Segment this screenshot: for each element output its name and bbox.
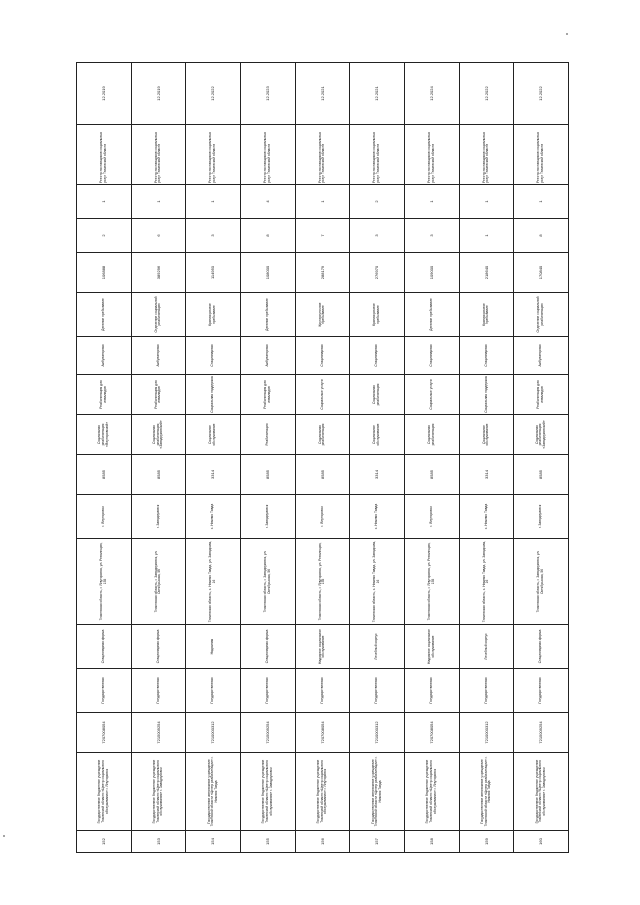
cell-a: 8	[240, 219, 295, 253]
cell-address: Тюменская область, г. Ялуторовск, ул. Революции, 155	[77, 539, 132, 625]
cell-dept: Дневное пребывание	[77, 293, 132, 337]
cell-kind: Амбулаторная	[131, 337, 186, 375]
cell-inn: 7207008054	[404, 713, 459, 753]
cell-address: Тюменская область, г. Заводоуковск, ул. Октябрьская, 56	[514, 539, 569, 625]
cell-reg: Реестр поставщиков социальных услуг Тюменской области	[131, 125, 186, 185]
cell-b: 1	[77, 185, 132, 219]
cell-address: Тюменская область, г. Заводоуковск, ул. Октябрьская, 56	[131, 539, 186, 625]
cell-city: с. Нижняя Тавда	[350, 495, 405, 539]
cell-kind: Стационарная	[404, 337, 459, 375]
cell-n: 159	[459, 831, 514, 853]
cell-city: г. Ялуторовск	[404, 495, 459, 539]
cell-reg: Реестр поставщиков социальных услуг Тюменской области	[350, 125, 405, 185]
cell-kind: Стационарная	[295, 337, 350, 375]
cell-b: 1	[514, 185, 569, 219]
cell-name: Государственное бюджетное учреждение Тюменской области «Центр социального обслуживания» г. Заводоуковск	[240, 753, 295, 831]
cell-year: 12.2022	[514, 63, 569, 125]
cell-profile: Реабилитация для инвалидов	[514, 375, 569, 415]
table-row	[131, 63, 186, 853]
scan-speck	[566, 33, 568, 35]
cell-b: 1	[295, 185, 350, 219]
cell-service: Социальная реабилитация «Заводоуковский»	[131, 415, 186, 455]
table-row	[186, 63, 241, 853]
cell-name: Государственное бюджетное учреждение Тюменской области «Центр социального обслуживания» г. Заводоуковск	[131, 753, 186, 831]
cell-b: 1	[131, 185, 186, 219]
cell-a: 1	[459, 219, 514, 253]
cell-code: 3314	[350, 455, 405, 495]
cell-city: с. Нижняя Тавда	[459, 495, 514, 539]
cell-form: Государственная	[295, 669, 350, 713]
cell-inn: 7207008054	[295, 713, 350, 753]
cell-b: 2	[350, 185, 405, 219]
cell-city: г. Ялуторовск	[77, 495, 132, 539]
cell-type: Стационарная форма	[240, 625, 295, 669]
cell-year: 12.2021	[295, 63, 350, 125]
cell-year: 12.2023	[240, 63, 295, 125]
cell-city: с. Нижняя Тавда	[186, 495, 241, 539]
cell-a: 2	[77, 219, 132, 253]
cell-reg: Реестр поставщиков социальных услуг Тюменской области	[404, 125, 459, 185]
table-row	[514, 63, 569, 853]
cell-profile: Социальная поддержка	[459, 375, 514, 415]
table-body	[77, 63, 569, 853]
cell-inn: 7207008054	[77, 713, 132, 753]
cell-n: 160	[514, 831, 569, 853]
cell-year: 12.2021	[350, 63, 405, 125]
cell-year: 12.2022	[186, 63, 241, 125]
providers-table	[76, 62, 569, 853]
rotated-table-wrapper	[76, 63, 569, 853]
cell-name: Государственное бюджетное учреждение Тюменской области «Центр социального обслуживания» г. Ялуторовск	[295, 753, 350, 831]
cell-inn: 7210000312	[459, 713, 514, 753]
cell-inn: 7210000312	[186, 713, 241, 753]
cell-address: Тюменская область, г. Заводоуковск, ул. Октябрьская, 56	[240, 539, 295, 625]
cell-address: Тюменская область, с. Нижняя Тавда, ул. Заводская, 16	[459, 539, 514, 625]
cell-capacity: 389296	[131, 253, 186, 293]
cell-n: 156	[295, 831, 350, 853]
table-row	[77, 63, 132, 853]
cell-form: Государственная	[186, 669, 241, 713]
cell-code: 8585	[514, 455, 569, 495]
cell-code: 8585	[295, 455, 350, 495]
cell-inn: 7215009254	[240, 713, 295, 753]
cell-dept: Отделение социальной реабилитации	[131, 293, 186, 337]
cell-dept: Круглосуточное пребывание	[295, 293, 350, 337]
cell-city: г. Заводоуковск	[514, 495, 569, 539]
cell-code: 8585	[77, 455, 132, 495]
cell-capacity: 106888	[77, 253, 132, 293]
cell-capacity: 108000	[240, 253, 295, 293]
cell-name: Государственное автономное учреждение Тюменской области «Центр реабилитации» г. Нижняя Тавда	[459, 753, 514, 831]
cell-code: 8585	[404, 455, 459, 495]
cell-service: Социальное обслуживание	[350, 415, 405, 455]
cell-a: 3	[404, 219, 459, 253]
cell-service: Социальное обслуживание	[186, 415, 241, 455]
cell-dept: Дневное пребывание	[240, 293, 295, 337]
cell-year: 12.2022	[459, 63, 514, 125]
cell-profile: Реабилитация для инвалидов	[240, 375, 295, 415]
cell-a: 8	[514, 219, 569, 253]
cell-type: Стационарная форма	[514, 625, 569, 669]
cell-name: Государственное бюджетное учреждение Тюменской области «Центр социального обслуживания» г. Заводоуковск	[514, 753, 569, 831]
cell-kind: Стационарная	[459, 337, 514, 375]
cell-a: 3	[186, 219, 241, 253]
cell-reg: Реестр поставщиков социальных услуг Тюменской области	[459, 125, 514, 185]
cell-capacity: 276970	[350, 253, 405, 293]
cell-service: Социальная реабилитация	[404, 415, 459, 455]
cell-profile: Реабилитация для инвалидов	[77, 375, 132, 415]
table-row	[350, 63, 405, 853]
cell-form: Государственная	[404, 669, 459, 713]
cell-a: 3	[350, 219, 405, 253]
cell-address: Тюменская область, с. Нижняя Тавда, ул. Заводская, 16	[350, 539, 405, 625]
cell-city: г. Заводоуковск	[131, 495, 186, 539]
cell-service: Социальная реабилитация «Заводоуковский»	[514, 415, 569, 455]
cell-capacity: 288179	[295, 253, 350, 293]
table-row	[459, 63, 514, 853]
cell-reg: Реестр поставщиков социальных услуг Тюменской области	[514, 125, 569, 185]
cell-capacity: 114950	[186, 253, 241, 293]
cell-city: г. Ялуторовск	[295, 495, 350, 539]
cell-reg: Реестр поставщиков социальных услуг Тюменской области	[295, 125, 350, 185]
cell-inn: 7215009254	[514, 713, 569, 753]
cell-reg: Реестр поставщиков социальных услуг Тюменской области	[186, 125, 241, 185]
cell-profile: Социальные услуги	[295, 375, 350, 415]
cell-capacity: 218640	[459, 253, 514, 293]
table-row	[240, 63, 295, 853]
cell-year: 12.2019	[77, 63, 132, 125]
cell-address: Тюменская область, г. Ялуторовск, ул. Революции, 155	[404, 539, 459, 625]
cell-dept: Краткосрочное пребывание	[186, 293, 241, 337]
cell-b: 1	[459, 185, 514, 219]
cell-code: 8585	[240, 455, 295, 495]
cell-year: 12.2019	[131, 63, 186, 125]
cell-dept: Краткосрочное пребывание	[350, 293, 405, 337]
cell-type: Надомная	[186, 625, 241, 669]
cell-code: 3314	[186, 455, 241, 495]
cell-city: г. Заводоуковск	[240, 495, 295, 539]
cell-inn: 7215009254	[131, 713, 186, 753]
cell-reg: Реестр поставщиков социальных услуг Тюменской области	[77, 125, 132, 185]
table-row	[404, 63, 459, 853]
cell-n: 152	[77, 831, 132, 853]
cell-kind: Амбулаторная	[77, 337, 132, 375]
cell-a: 6	[131, 219, 186, 253]
cell-form: Государственная	[77, 669, 132, 713]
cell-type: Надомное социальное обслуживание	[295, 625, 350, 669]
cell-kind: Амбулаторная	[514, 337, 569, 375]
cell-code: 3314	[459, 455, 514, 495]
scan-speck	[3, 835, 5, 837]
cell-type: Стационарная форма	[131, 625, 186, 669]
cell-capacity: 170840	[514, 253, 569, 293]
cell-form: Государственная	[514, 669, 569, 713]
cell-capacity: 109000	[404, 253, 459, 293]
cell-profile: Реабилитация для инвалидов	[131, 375, 186, 415]
cell-profile: Социальная поддержка	[186, 375, 241, 415]
cell-code: 8585	[131, 455, 186, 495]
cell-kind: Стационарная	[186, 337, 241, 375]
cell-inn: 7210000312	[350, 713, 405, 753]
cell-dept: Отделение социальной реабилитации	[514, 293, 569, 337]
cell-dept: Краткосрочное пребывание	[459, 293, 514, 337]
cell-name: Государственное автономное учреждение Тюменской области «Центр реабилитации» г. Нижняя Тавда	[350, 753, 405, 831]
cell-type: Стационарная форма	[77, 625, 132, 669]
cell-form: Государственная	[240, 669, 295, 713]
cell-profile: Социальные услуги	[404, 375, 459, 415]
cell-dept: Дневное пребывание	[404, 293, 459, 337]
cell-n: 153	[131, 831, 186, 853]
cell-name: Государственное бюджетное учреждение Тюменской области «Центр социального обслуживания» г. Ялуторовск	[77, 753, 132, 831]
cell-reg: Реестр поставщиков социальных услуг Тюменской области	[240, 125, 295, 185]
cell-b: 1	[404, 185, 459, 219]
cell-service: Социальное обслуживание	[459, 415, 514, 455]
cell-n: 154	[186, 831, 241, 853]
cell-type: Лечебный корпус	[459, 625, 514, 669]
cell-form: Государственная	[350, 669, 405, 713]
cell-a: 7	[295, 219, 350, 253]
cell-year: 12.2024	[404, 63, 459, 125]
cell-name: Государственное автономное учреждение Тюменской области «Центр реабилитации» г. Нижняя Тавда	[186, 753, 241, 831]
cell-b: 4	[240, 185, 295, 219]
cell-type: Лечебный корпус	[350, 625, 405, 669]
table-row	[295, 63, 350, 853]
cell-form: Государственная	[131, 669, 186, 713]
cell-kind: Стационарная	[350, 337, 405, 375]
cell-service: Реабилитация	[240, 415, 295, 455]
cell-kind: Амбулаторная	[240, 337, 295, 375]
cell-profile: Социальная реабилитация	[350, 375, 405, 415]
cell-service: Социальная реабилитация	[295, 415, 350, 455]
cell-service: Социальная реабилитация «Ялуторовский»	[77, 415, 132, 455]
cell-n: 157	[350, 831, 405, 853]
cell-n: 158	[404, 831, 459, 853]
cell-n: 155	[240, 831, 295, 853]
cell-form: Государственная	[459, 669, 514, 713]
cell-address: Тюменская область, с. Нижняя Тавда, ул. Заводская, 16	[186, 539, 241, 625]
cell-name: Государственное бюджетное учреждение Тюменской области «Центр социального обслуживания» г. Ялуторовск	[404, 753, 459, 831]
cell-b: 1	[186, 185, 241, 219]
cell-type: Надомное социальное обслуживание	[404, 625, 459, 669]
cell-address: Тюменская область, г. Ялуторовск, ул. Революции, 155	[295, 539, 350, 625]
